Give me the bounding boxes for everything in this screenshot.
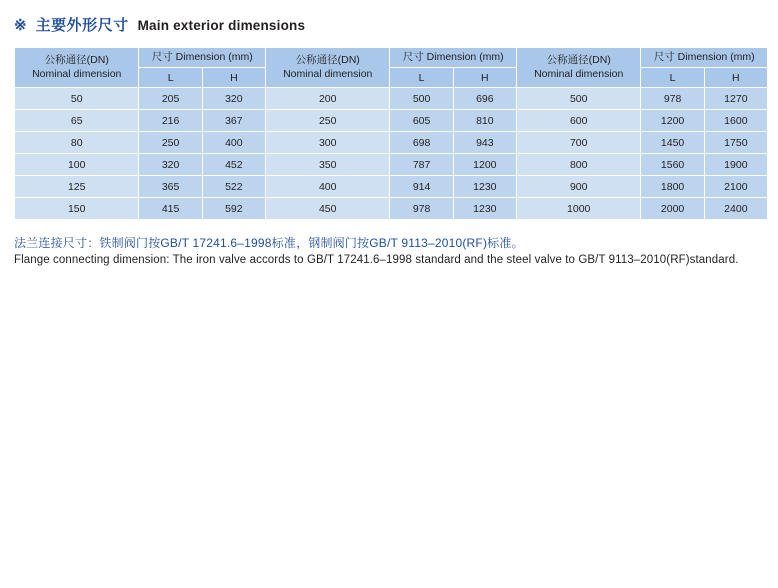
cell: 2000 <box>641 198 704 220</box>
header-dimension-1: 尺寸 Dimension (mm) <box>139 48 266 68</box>
cell: 1270 <box>704 88 767 110</box>
cell: 605 <box>390 110 453 132</box>
cell: 1450 <box>641 132 704 154</box>
cell: 216 <box>139 110 202 132</box>
cell: 320 <box>202 88 265 110</box>
header-nominal-en-2: Nominal dimension <box>283 67 373 80</box>
subheader-H-1: H <box>202 68 265 88</box>
cell: 914 <box>390 176 453 198</box>
header-nominal-en-3: Nominal dimension <box>534 67 624 80</box>
footnote <box>14 234 774 269</box>
header-nominal-dimension-1 <box>15 48 139 88</box>
header-nominal-en-1: Nominal dimension <box>32 67 122 80</box>
cell: 1800 <box>641 176 704 198</box>
subheader-L-1: L <box>139 68 202 88</box>
cell: 698 <box>390 132 453 154</box>
table-row <box>15 132 768 154</box>
cell: 2100 <box>704 176 767 198</box>
subheader-H-3: H <box>704 68 767 88</box>
cell: 1230 <box>453 176 516 198</box>
table-header-row-group <box>15 48 768 68</box>
cell: 250 <box>265 110 389 132</box>
cell: 522 <box>202 176 265 198</box>
header-nominal-cn-1: 公称通径(DN) <box>44 54 109 67</box>
cell: 500 <box>390 88 453 110</box>
cell: 367 <box>202 110 265 132</box>
page-title <box>12 14 766 35</box>
cell: 300 <box>265 132 389 154</box>
cell: 943 <box>453 132 516 154</box>
cell: 100 <box>15 154 139 176</box>
cell: 2400 <box>704 198 767 220</box>
footnote-chinese: 法兰连接尺寸：铁制阀门按GB/T 17241.6–1998标准，钢制阀门按GB/T 9113–2010(RF)标准。 <box>14 236 524 250</box>
table-row <box>15 154 768 176</box>
table-row <box>15 88 768 110</box>
title-mark-icon: ※ <box>14 17 27 34</box>
header-dimension-3: 尺寸 Dimension (mm) <box>641 48 768 68</box>
cell: 400 <box>265 176 389 198</box>
header-nominal-dimension-3 <box>516 48 640 88</box>
table-body <box>15 88 768 220</box>
header-nominal-cn-2: 公称通径(DN) <box>295 54 360 67</box>
title-chinese: 主要外形尺寸 <box>35 17 129 34</box>
cell: 80 <box>15 132 139 154</box>
cell: 1200 <box>641 110 704 132</box>
cell: 600 <box>516 110 640 132</box>
cell: 450 <box>265 198 389 220</box>
cell: 1750 <box>704 132 767 154</box>
cell: 320 <box>139 154 202 176</box>
cell: 400 <box>202 132 265 154</box>
cell: 696 <box>453 88 516 110</box>
table-head <box>15 48 768 88</box>
cell: 700 <box>516 132 640 154</box>
cell: 150 <box>15 198 139 220</box>
cell: 1600 <box>704 110 767 132</box>
cell: 900 <box>516 176 640 198</box>
cell: 1000 <box>516 198 640 220</box>
cell: 978 <box>390 198 453 220</box>
cell: 250 <box>139 132 202 154</box>
cell: 415 <box>139 198 202 220</box>
cell: 978 <box>641 88 704 110</box>
cell: 1230 <box>453 198 516 220</box>
dimensions-table <box>14 47 768 220</box>
cell: 800 <box>516 154 640 176</box>
cell: 50 <box>15 88 139 110</box>
cell: 1900 <box>704 154 767 176</box>
footnote-english: Flange connecting dimension: The iron valve accords to GB/T 17241.6–1998 standard and the steel valve to GB/T 9113–2010(RF)standard. <box>14 254 739 266</box>
cell: 500 <box>516 88 640 110</box>
cell: 787 <box>390 154 453 176</box>
subheader-H-2: H <box>453 68 516 88</box>
cell: 350 <box>265 154 389 176</box>
cell: 205 <box>139 88 202 110</box>
header-nominal-dimension-2 <box>265 48 389 88</box>
cell: 1200 <box>453 154 516 176</box>
header-nominal-cn-3: 公称通径(DN) <box>546 54 611 67</box>
table-row <box>15 176 768 198</box>
cell: 810 <box>453 110 516 132</box>
cell: 365 <box>139 176 202 198</box>
header-dimension-2: 尺寸 Dimension (mm) <box>390 48 517 68</box>
cell: 125 <box>15 176 139 198</box>
cell: 200 <box>265 88 389 110</box>
title-english: Main exterior dimensions <box>137 18 306 33</box>
subheader-L-3: L <box>641 68 704 88</box>
table-row <box>15 110 768 132</box>
cell: 1560 <box>641 154 704 176</box>
cell: 452 <box>202 154 265 176</box>
table-row <box>15 198 768 220</box>
subheader-L-2: L <box>390 68 453 88</box>
cell: 65 <box>15 110 139 132</box>
cell: 592 <box>202 198 265 220</box>
